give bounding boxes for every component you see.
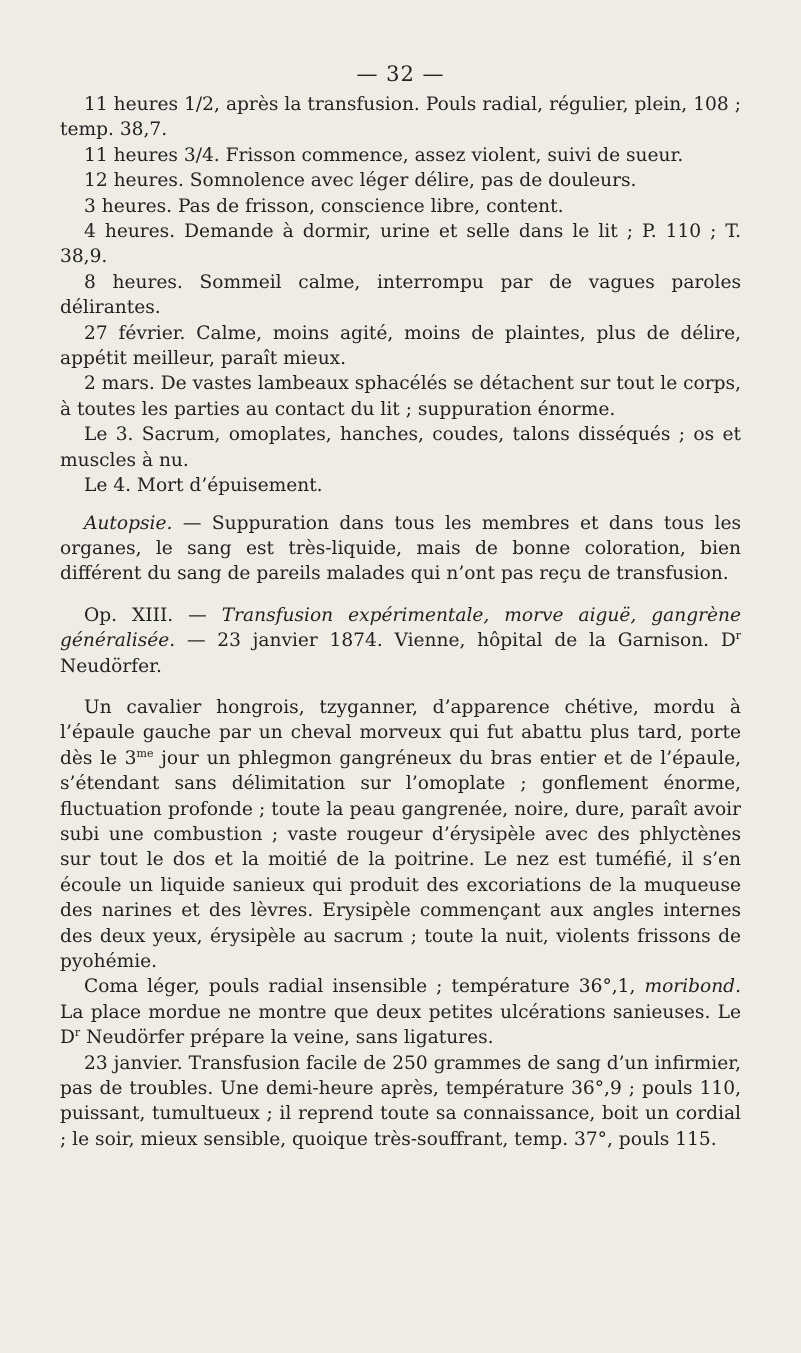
observation-doctor-sup: r <box>735 628 741 642</box>
observation-details-1: — 23 janvier 1874. Vienne, hôpital de la Garnison. D <box>175 630 736 652</box>
entry-11h30: 11 heures 1/2, après la transfusion. Pouls radial, régulier, plein, 108 ; temp. 38,7. <box>60 94 741 141</box>
entry-8h: 8 heures. Sommeil calme, interrompu par de vagues paroles délirantes. <box>60 271 741 319</box>
observation-number: Op. XIII. — <box>84 604 222 626</box>
case-paragraph-1 <box>60 695 741 974</box>
entry-11h45: 11 heures 3/4. Frisson commence, assez violent, suivi de sueur. <box>84 144 684 166</box>
case-paragraph-3: 23 janvier. Transfusion facile de 250 grammes de sang d’un infirmier, pas de troubles. Une demi-heure après, température 36°,9 ; pouls 110, puissant, tumultueux ; il reprend toute sa connaissance, boit un cordial ; le soir, mieux sensible, quoique très-souffrant, temp. 37°, pouls 115. <box>60 1052 741 1150</box>
entry-27-fevrier: 27 février. Calme, moins agité, moins de plaintes, plus de délire, appétit meilleur, paraît mieux. <box>60 322 741 370</box>
entry-3h: 3 heures. Pas de frisson, conscience libre, content. <box>84 195 564 217</box>
entry-2-mars: 2 mars. De vastes lambeaux sphacélés se détachent sur tout le corps, à toutes les parties au contact du lit ; suppuration énorme. <box>60 373 741 420</box>
entry-4h: 4 heures. Demande à dormir, urine et selle dans le lit ; P. 110 ; T. 38,9. <box>60 221 741 268</box>
observation-heading <box>60 603 741 679</box>
case-text-1b: jour un phlegmon gangréneux du bras entier et de l’épaule, s’étendant sans délimitation sur l’omoplate ; gonflement énorme, fluctuation profonde ; toute la peau gangrenée, noire, dure, paraît avoir subi une combustion ; vaste rougeur d’érysipèle avec des phlyctènes sur tout le dos et la moitié de la poitrine. Le nez est tuméfié, il s’en écoule un liquide sanieux qui produit des excoriations de la muqueuse des narines et des lèvres. Erysipèle commençant aux angles internes des deux yeux, érysipèle au sacrum ; toute la nuit, violents frissons de pyohémie. <box>60 747 741 972</box>
case-sup-me: me <box>136 746 154 760</box>
autopsy-label: Autopsie. <box>84 512 173 534</box>
entry-12h: 12 heures. Somnolence avec léger délire, pas de douleurs. <box>84 170 637 192</box>
page-number: — 32 — <box>356 62 445 86</box>
case-text-2c: Neudörfer prépare la veine, sans ligatures. <box>80 1027 494 1049</box>
observation-title: Transfusion expérimentale, morve aiguë, gangrène généralisée. <box>60 604 741 652</box>
entry-le-3: Le 3. Sacrum, omoplates, hanches, coudes, talons disséqués ; os et muscles à nu. <box>60 424 741 471</box>
case-sup-r: r <box>74 1026 81 1040</box>
autopsy-paragraph <box>60 511 741 587</box>
autopsy-text: — Suppuration dans tous les membres et dans tous les organes, le sang est très-liquide, mais de bonne coloration, bien différent du sang de pareils malades qui n’ont pas reçu de transfusion. <box>60 512 741 585</box>
case-text-2b: La place mordue ne montre que deux petites ulcérations sanieuses. Le D <box>60 1001 741 1049</box>
case-text-1a: Un cavalier hongrois, tzyganner, d’apparence chétive, mordu à l’épaule gauche par un cheval morveux qui fut abattu plus tard, porte dès le 3 <box>60 696 741 769</box>
observation-details-2: Neudörfer. <box>60 655 162 677</box>
case-paragraph-2 <box>60 974 741 1050</box>
case-text-2a: Coma léger, pouls radial insensible ; température 36°,1, <box>84 976 645 998</box>
entry-le-4: Le 4. Mort d’épuisement. <box>84 475 323 497</box>
case-moribond: moribond. <box>644 976 741 998</box>
